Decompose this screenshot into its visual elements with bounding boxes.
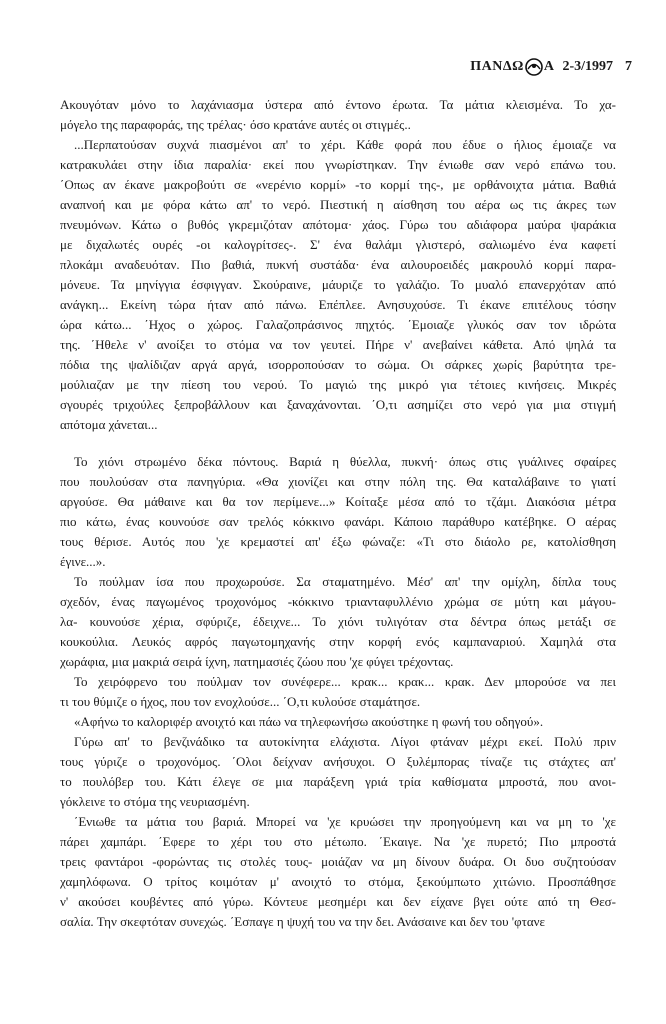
text-line: μόνευε. Τα μηνίγγια έσφιγγαν. Σκούραινε, μάυριζε το γαλάζιο. Το μυαλό επανερχόταν από: [60, 277, 616, 292]
magazine-logo: [470, 58, 554, 76]
paragraph: [60, 672, 616, 712]
page-number: 7: [625, 59, 632, 74]
text-line: σαλία. Την σκεφτόταν συνεχώς. ΄Εσπαγε η ψυχή του να την δει. Ανάσαινε και δεν του 'φτανε: [60, 914, 545, 929]
text-line: ώρα κάτω... ΄Ηχος ο χώρος. Γαλαζοπράσινος πηχτός. ΄Εμοιαζε γλυκός σαν τον ιδρώτα: [60, 317, 616, 332]
magazine-name-left: ΠΑΝΔΩ: [470, 59, 524, 74]
text-line: με διχαλωτές ουρές -οι καλογρίτσες-. Σ' ένα θαλάμι γλιστερό, σαλιωμένο ένα καφετί: [60, 237, 616, 252]
paragraph: [60, 732, 616, 812]
text-line: χαμηλόφωνα. Ο τρίτος κοιμόταν μ' ανοιχτό το στόμα, ξεκούμπωτο χιτώνιο. Προσπάθησε: [60, 874, 616, 889]
text-line: Γύρω απ' το βενζινάδικο τα αυτοκίνητα ελάχιστα. Λίγοι φτάναν μέχρι εκεί. Πολύ πριν: [74, 734, 616, 749]
text-line: Το χιόνι στρωμένο δέκα πόντους. Βαριά η θύελλα, πυκνή· όπως στις γυάλινες σφαίρες: [74, 454, 616, 469]
text-line: πλοκάμι αναδευόταν. Πιο βαθιά, πυκνή συστάδα· ένα αιλουροειδές μακρουλό κορμί παρα-: [60, 257, 616, 272]
text-line: απότομα χάνεται...: [60, 417, 158, 432]
text-line: λα- κουνούσε χέρια, σφύριζε, έδειχνε... Το χιόνι τυλιγόταν στα δέντρα όπως μετάξι σε: [60, 614, 616, 629]
text-line: πνευμόνων. Κάτω ο βυθός γκρεμιζόταν απότομα· χάος. Γύρω του αδιάφορα μαύρα ψαράκια: [60, 217, 616, 232]
text-line: σγουρές τριχούλες ξεπροβάλλουν και ξαναχάνονται. ΄Ο,τι ασημίζει στο νερό για μια στιγμή: [60, 397, 616, 412]
text-line: κατρακυλάει στην ίδια παραλία· εκεί που γνωρίστηκαν. Την ένιωθε σαν νερό επάνω του.: [60, 157, 616, 172]
text-line: τους θέρισε. Αυτός που 'χε κρεμαστεί απ' έξω φώναζε: «Τι στο διάολο ρε, κατολίσθηση: [60, 534, 616, 549]
text-line: ...Περπατούσαν συχνά πιασμένοι απ' το χέρι. Κάθε φορά που έδυε ο ήλιος έμοιαζε να: [74, 137, 616, 152]
text-line: πόδια της ψαλίδιζαν αργά αργά, ισορροπούσαν το σώμα. Οι σάρκες χωρίς βαρύτητα τρε-: [60, 357, 616, 372]
text-section-2: [60, 452, 616, 932]
text-line: ΄Οπως αν έκανε μακροβούτι σε «νερένιο κορμί» -το κορμί της-, με ορθάνοιχτα μάτια. Βαθιά: [60, 177, 616, 192]
text-line: πάρει χαμπάρι. ΄Εφερε το χέρι του στο μέτωπο. ΄Εκαιγε. Να 'χε πυρετό; Πιο μπροστά: [60, 834, 616, 849]
text-line: πιο κάτω, ένας κουνούσε σαν τρελός κόκκινο φανάρι. Κάποιο παράθυρο κατέβηκε. Ο αέρας: [60, 514, 616, 529]
text-line: το πουλόβερ του. Κάτι έλεγε σε μια παράξενη γριά τρία καθίσματα μπροστά, που ανοι-: [60, 774, 616, 789]
text-line: Το χειρόφρενο του πούλμαν τον συνέφερε... κρακ... κρακ... κρακ. Δεν μπορούσε να πει: [74, 674, 616, 689]
text-line: σχεδόν, ένας παγωμένος τροχονόμος -κόκκινο τριανταφυλλένιο χρώμα σε μύτη και μάγου-: [60, 594, 616, 609]
text-line: μόγελο της παραφοράς, της τρέλας· όσο κρατάνε αυτές οι στιγμές..: [60, 117, 411, 132]
text-line: τρεις φαντάροι -φορώντας τις στολές τους- μοιάζαν να μη δίνουν δυάρα. Οι δυο συζητούσαν: [60, 854, 616, 869]
text-line: γόκλεινε το στόμα της νευριασμένη.: [60, 794, 250, 809]
text-line: ανάγκη... Εκείνη τώρα ήταν από πάνω. Επέπλεε. Ανησυχούσε. Τι έκανε επιτέλους τόσην: [60, 297, 616, 312]
text-line: ΄Ενιωθε τα μάτια του βαριά. Μπορεί να 'χε κρυώσει την προηγούμενη και να μη το 'χε: [74, 814, 616, 829]
magazine-name-right: Α: [543, 59, 555, 74]
text-line: που πουλούσαν στα πανηγύρια. «Θα χιονίζει και στην πόλη της. Θα καταλάβαινε το γιατί: [60, 474, 616, 489]
paragraph: [60, 812, 616, 932]
paragraph: [60, 452, 616, 572]
text-line: μούλιαζαν με την πίεση του νερού. Το μαγιώ της μικρό για τέτοιες κινήσεις. Μικρές: [60, 377, 616, 392]
issue-label: 2-3/1997: [562, 59, 613, 74]
text-line: Ακουγόταν μόνο το λαχάνιασμα ύστερα από έντονο έρωτα. Τα μάτια κλεισμένα. Το χα-: [60, 97, 616, 112]
text-line: τους γύριζε ο τροχονόμος. ΄Ολοι δείχναν ανήσυχοι. Ο ξυλέμπορας τίναζε τις στάχτες απ': [60, 754, 616, 769]
text-line: χωράφια, μια μακριά σειρά ίχνη, πατημασιές ζώου που 'χε φύγει τρέχοντας.: [60, 654, 454, 669]
text-section-1: [60, 95, 616, 435]
paragraph: [60, 135, 616, 435]
paragraph: [60, 572, 616, 672]
text-line: τι του θύμιζε ο ήχος, που τον ενοχλούσε... ΄Ο,τι κυλούσε σταμάτησε.: [60, 694, 421, 709]
text-line: ν' ακούσει κουβέντες από γύρω. Κόντευε μεσημέρι και δεν είχανε βγει ούτε από τη Θεσ-: [60, 894, 616, 909]
paragraph: [60, 712, 616, 732]
text-line: Το πούλμαν ίσα που προχωρούσε. Σα σταματημένο. Μέσ' απ' την ομίχλη, δίπλα τους: [74, 574, 616, 589]
magazine-emblem-icon: [525, 58, 543, 76]
text-line: έγινε...».: [60, 554, 106, 569]
page-header: [470, 58, 632, 76]
text-line: της. ΄Ηθελε ν' ανοίξει το στόμα να τον γευτεί. Πήρε ν' ανεβαίνει κάθετα. Από ψηλά τα: [60, 337, 616, 352]
text-line: αναπνοή και με φόρα κάτω απ' το νερό. Πιεστική η αίσθηση του αέρα ως τις άκρες των: [60, 197, 616, 212]
text-line: κουκούλια. Λευκός αφρός παγωτομηχανής στην κορφή ενός καμπαναριού. Χαμηλά στα: [60, 634, 616, 649]
paragraph: [60, 95, 616, 135]
text-line: «Αφήνω το καλοριφέρ ανοιχτό και πάω να τηλεφωνήσω ακούστηκε η φωνή του οδηγού».: [74, 714, 544, 729]
text-line: αργούσε. Θα μάθαινε και θα τον περίμενε...» Κοίταξε μέσα από το τζάμι. Διακόσια μέτρα: [60, 494, 616, 509]
